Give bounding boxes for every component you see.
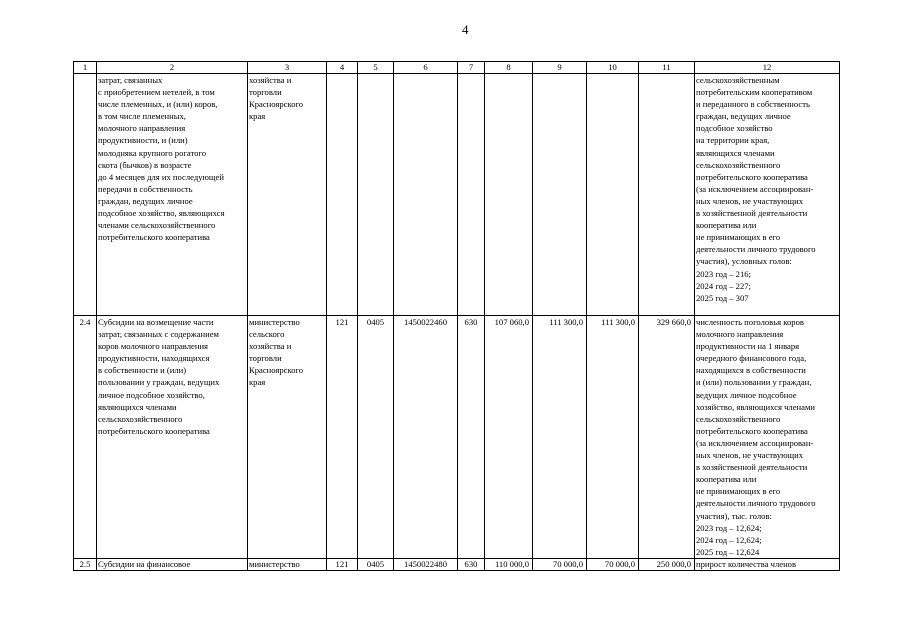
column-header: 10 <box>587 62 639 74</box>
column-header: 8 <box>485 62 533 74</box>
section-code <box>358 74 394 316</box>
column-header: 12 <box>695 62 840 74</box>
amount-2024: 70 000,0 <box>533 559 587 571</box>
expense-type: 630 <box>458 316 485 559</box>
column-header: 1 <box>74 62 97 74</box>
expected-result: прирост количества членов <box>695 559 840 571</box>
column-header: 7 <box>458 62 485 74</box>
amount-total <box>639 74 695 316</box>
table-row <box>74 316 840 559</box>
table-row <box>74 74 840 316</box>
amount-2025 <box>587 74 639 316</box>
row-number: 2.4 <box>74 316 97 559</box>
table-row <box>74 559 840 571</box>
row-number <box>74 74 97 316</box>
target-code: 1450022460 <box>394 316 458 559</box>
column-header: 9 <box>533 62 587 74</box>
column-header: 3 <box>248 62 327 74</box>
column-header: 5 <box>358 62 394 74</box>
executor: министерство сельского хозяйства и торговли Красноярского края <box>248 316 327 559</box>
column-header: 2 <box>97 62 248 74</box>
amount-2023 <box>485 74 533 316</box>
page-number: 4 <box>462 22 469 37</box>
expense-type: 630 <box>458 559 485 571</box>
executor: хозяйства и торговли Красноярского края <box>248 74 327 316</box>
amount-2023: 107 060,0 <box>485 316 533 559</box>
target-code: 1450022480 <box>394 559 458 571</box>
amount-total: 329 660,0 <box>639 316 695 559</box>
row-number: 2.5 <box>74 559 97 571</box>
expected-result: численность поголовья коров молочного направления продуктивности на 1 января очередного финансового года, находящихся в собственности и (или) пользовании у граждан, ведущих личное подсобное хозяйство, являющихся членами сельскохозяйственного потребительского кооператива (за исключением ассоциирован- ных членов, не участвующих в хозяйственной деятельности кооператива или не принимающих в его деятельности личного трудового участия), тыс. голов: 2023 год – 12,624; 2024 год – 12,624; 2025 год – 12,624 <box>695 316 840 559</box>
amount-total: 250 000,0 <box>639 559 695 571</box>
amount-2024: 111 300,0 <box>533 316 587 559</box>
column-header: 6 <box>394 62 458 74</box>
column-header: 4 <box>327 62 358 74</box>
amount-2025: 111 300,0 <box>587 316 639 559</box>
measure-name: затрат, связанных с приобретением нетелей, в том числе племенных, и (или) коров, в том числе племенных, молочного направления продуктивности, и (или) молодняка крупного рогатого скота (бычков) в возрасте до 4 месяцев для их последующей передачи в собственность граждан, ведущих личное подсобное хозяйство, являющихся членами сельскохозяйственного потребительского кооператива <box>97 74 248 316</box>
grbs-code: 121 <box>327 559 358 571</box>
grbs-code: 121 <box>327 316 358 559</box>
budget-table <box>73 61 840 571</box>
measure-name: Субсидии на возмещение части затрат, связанных с содержанием коров молочного направления продуктивности, находящихся в собственности и (или) пользовании у граждан, ведущих личное подсобное хозяйство, являющихся членами сельскохозяйственного потребительского кооператива <box>97 316 248 559</box>
header-row <box>74 62 840 74</box>
amount-2024 <box>533 74 587 316</box>
amount-2023: 110 000,0 <box>485 559 533 571</box>
amount-2025: 70 000,0 <box>587 559 639 571</box>
expense-type <box>458 74 485 316</box>
column-header: 11 <box>639 62 695 74</box>
section-code: 0405 <box>358 316 394 559</box>
grbs-code <box>327 74 358 316</box>
executor: министерство <box>248 559 327 571</box>
measure-name: Субсидии на финансовое <box>97 559 248 571</box>
target-code <box>394 74 458 316</box>
expected-result: сельскохозяйственным потребительским кооперативом и переданного в собственность граждан, ведущих личное подсобное хозяйство на территории края, являющихся членами сельскохозяйственного потребительского кооператива (за исключением ассоциирован- ных членов, не участвующих в хозяйственной деятельности кооператива или не принимающих в его деятельности личного трудового участия), условных голов: 2023 год – 216; 2024 год – 227; 2025 год – 307 <box>695 74 840 316</box>
section-code: 0405 <box>358 559 394 571</box>
